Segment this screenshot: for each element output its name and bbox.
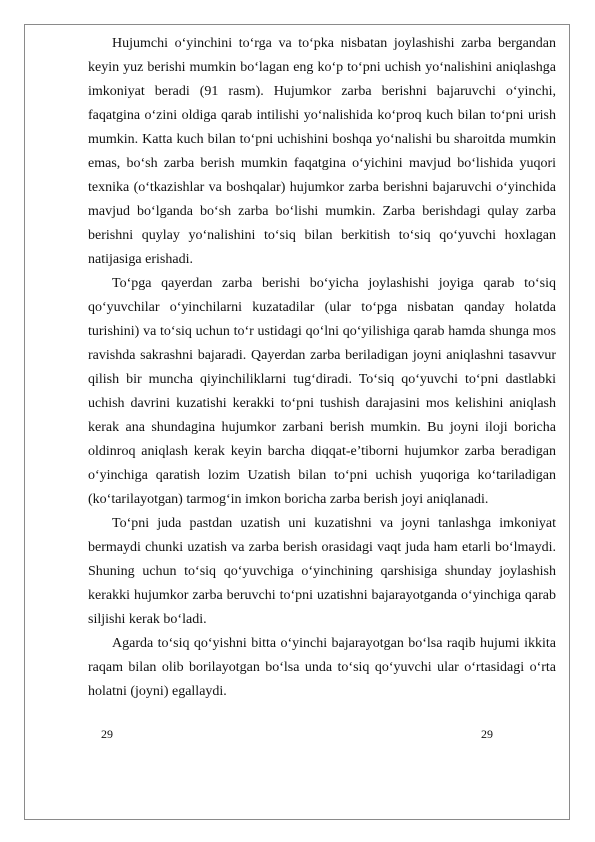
paragraph-3: To‘pni juda pastdan uzatish uni kuzatishni va joyni tanlashga imkoniyat bermaydi chunki uzatish va zarba berish orasidagi vaqt juda ham etarli bo‘lmaydi. Shuning uchun to‘siq qo‘yuvchiga o‘yinchining qarshisiga shunday joylashish kerakki hujumkor zarba beruvchi to‘pni uzatishni bajarayotganda o‘yinchiga qarab siljishi kerak bo‘ladi. (88, 516, 556, 627)
paragraph-4: Agarda to‘siq qo‘yishni bitta o‘yinchi bajarayotgan bo‘lsa raqib hujumi ikkita raqam bilan olib borilayotgan bo‘lsa unda to‘siq qo‘yuvchi ular o‘rtasidagi o‘rta holatni (joyni) egallaydi. (88, 636, 556, 699)
paragraph-2: To‘pga qayerdan zarba berishi bo‘yicha joylashishi joyiga qarab to‘siq qo‘yuvchilar o‘yinchilarni kuzatadilar (ular to‘pga nisbatan qanday holatda turishini) va to‘siq uchun to‘r ustidagi qo‘lni qo‘yilishiga qarab hamda shunga mos ravishda sakrashni bajaradi. Qayerdan zarba beriladigan joyni aniqlashni tasavvur qilish bir muncha qiyinchiliklarni tug‘diradi. To‘siq qo‘yuvchi to‘pni dastlabki uchish davrini kuzatishi kerakki to‘pni tushish darajasini mos kelishini aniqlash kerak ana shundagina hujumkor zarbani berish mumkin. Bu joyni iloji boricha oldinroq aniqlash kerak keyin barcha diqqat-e’tiborni hujumkor zarba beradigan o‘yinchiga qaratish lozim Uzatish bilan to‘pni uchish yuqoriga ko‘tariladigan (ko‘tarilayotgan) tarmog‘in imkon boricha zarba berish joyi aniqlanadi. (88, 276, 556, 507)
page-number-right: 29 (481, 727, 493, 741)
page-number-left: 29 (101, 727, 113, 741)
paragraph-1: Hujumchi o‘yinchini to‘rga va to‘pka nisbatan joylashishi zarba bergandan keyin yuz berishi mumkin bo‘lagan eng ko‘p to‘pni uchish yo‘nalishini aniqlashga imkoniyat beradi (91 rasm). Hujumkor zarba berishni bajaruvchi o‘yinchi, faqatgina o‘zini oldiga qarab intilishi yo‘nalishida ko‘proq kuch bilan to‘pni urish mumkin. Katta kuch bilan to‘pni uchishini boshqa yo‘nalishi bu sharoitda mumkin emas, bo‘sh zarba berish mumkin faqatgina o‘yichini mavjud bo‘lishida yuqori texnika (o‘tkazishlar va boshqalar) hujumkor zarba berishni bajaruvchi o‘yinchida mavjud bo‘lganda bo‘sh zarba bo‘lishi mumkin. Zarba berishdagi qulay zarba berishni quylay yo‘nalishini to‘siq bilan berkitish to‘siq qo‘yuvchi hoxlagan natijasiga erishadi. (88, 36, 556, 267)
body-text (88, 32, 556, 704)
